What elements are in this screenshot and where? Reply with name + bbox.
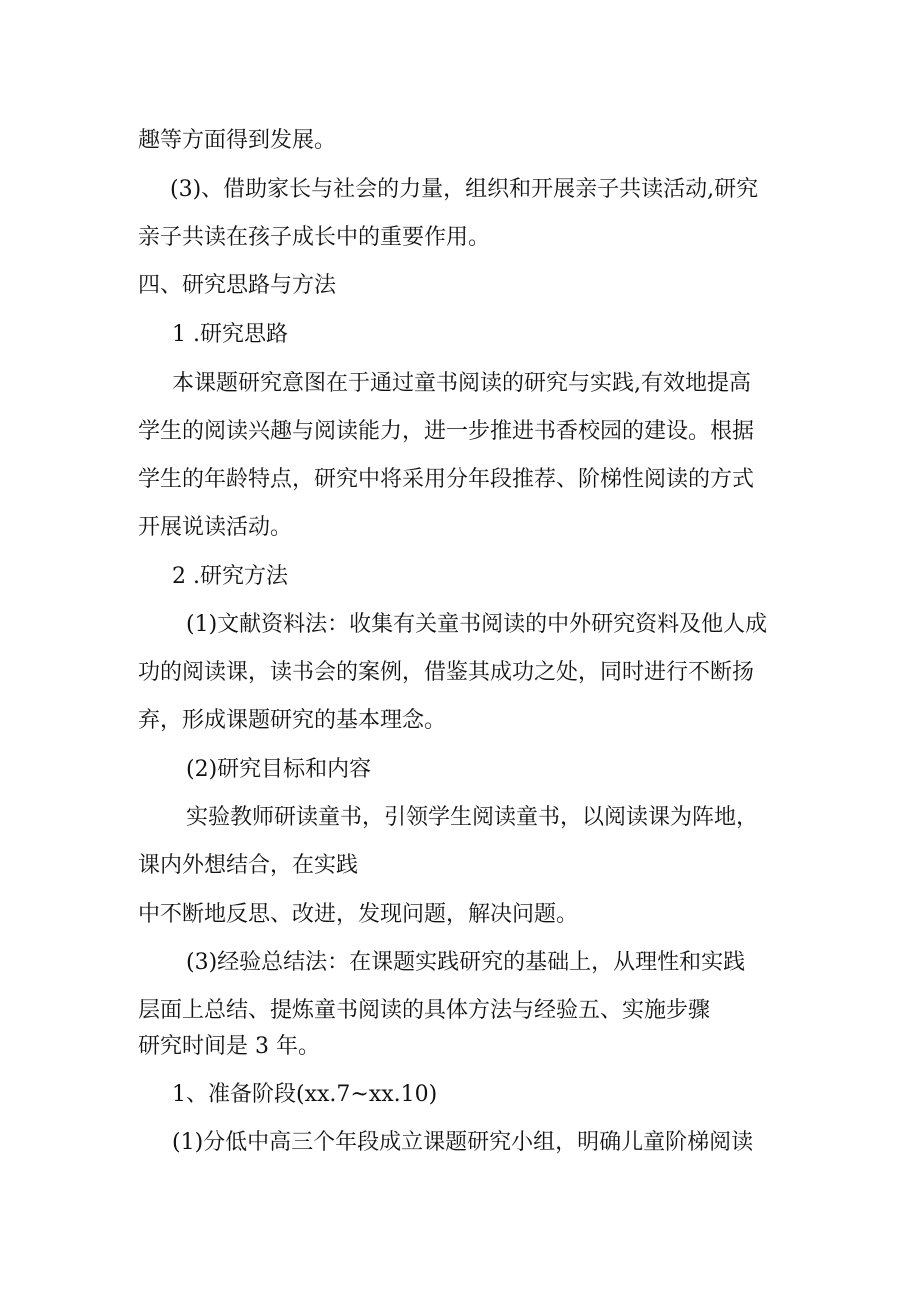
text-line: 学生的阅读兴趣与阅读能力，进一步推进书香校园的建设。根据 (138, 419, 755, 444)
text-line: (3)经验总结法：在课题实践研究的基础上，从理性和实践 (186, 950, 746, 975)
text-line: (2)研究目标和内容 (186, 757, 372, 782)
text-line: 弃，形成课题研究的基本理念。 (138, 708, 447, 733)
text-line: 功的阅读课，读书会的案例，借鉴其成功之处，同时进行不断扬 (138, 660, 755, 685)
text-line: 开展说读活动。 (138, 515, 293, 540)
text-line: 学生的年龄特点，研究中将采用分年段推荐、阶梯性阅读的方式 (138, 467, 755, 492)
text-line: (3)、借助家长与社会的力量，组织和开展亲子共读活动,研究 (170, 177, 759, 202)
text-line: 课内外想结合，在实践 (138, 853, 359, 878)
subsection-heading: 2 .研究方法 (172, 564, 288, 589)
text-line: 中不断地反思、改进，发现问题，解决问题。 (138, 902, 579, 927)
text-line: (1)分低中高三个年段成立课题研究小组，明确儿童阶梯阅读 (172, 1130, 754, 1155)
text-line: 实验教师研读童书，引领学生阅读童书，以阅读课为阵地， (186, 805, 759, 830)
text-line: 层面上总结、提炼童书阅读的具体方法与经验五、实施步骤 (138, 998, 711, 1023)
text-line: (1)文献资料法：收集有关童书阅读的中外研究资料及他人成 (186, 612, 768, 637)
subsection-heading: 1、准备阶段(xx.7~xx.10) (172, 1082, 438, 1107)
text-line: 研究时间是 3 年。 (138, 1034, 320, 1059)
section-heading: 四、研究思路与方法 (138, 273, 337, 298)
subsection-heading: 1 .研究思路 (172, 322, 288, 347)
text-line: 亲子共读在孩子成长中的重要作用。 (138, 225, 491, 250)
text-line: 本课题研究意图在于通过童书阅读的研究与实践,有效地提高 (172, 371, 751, 396)
text-line: 趣等方面得到发展。 (138, 128, 337, 153)
